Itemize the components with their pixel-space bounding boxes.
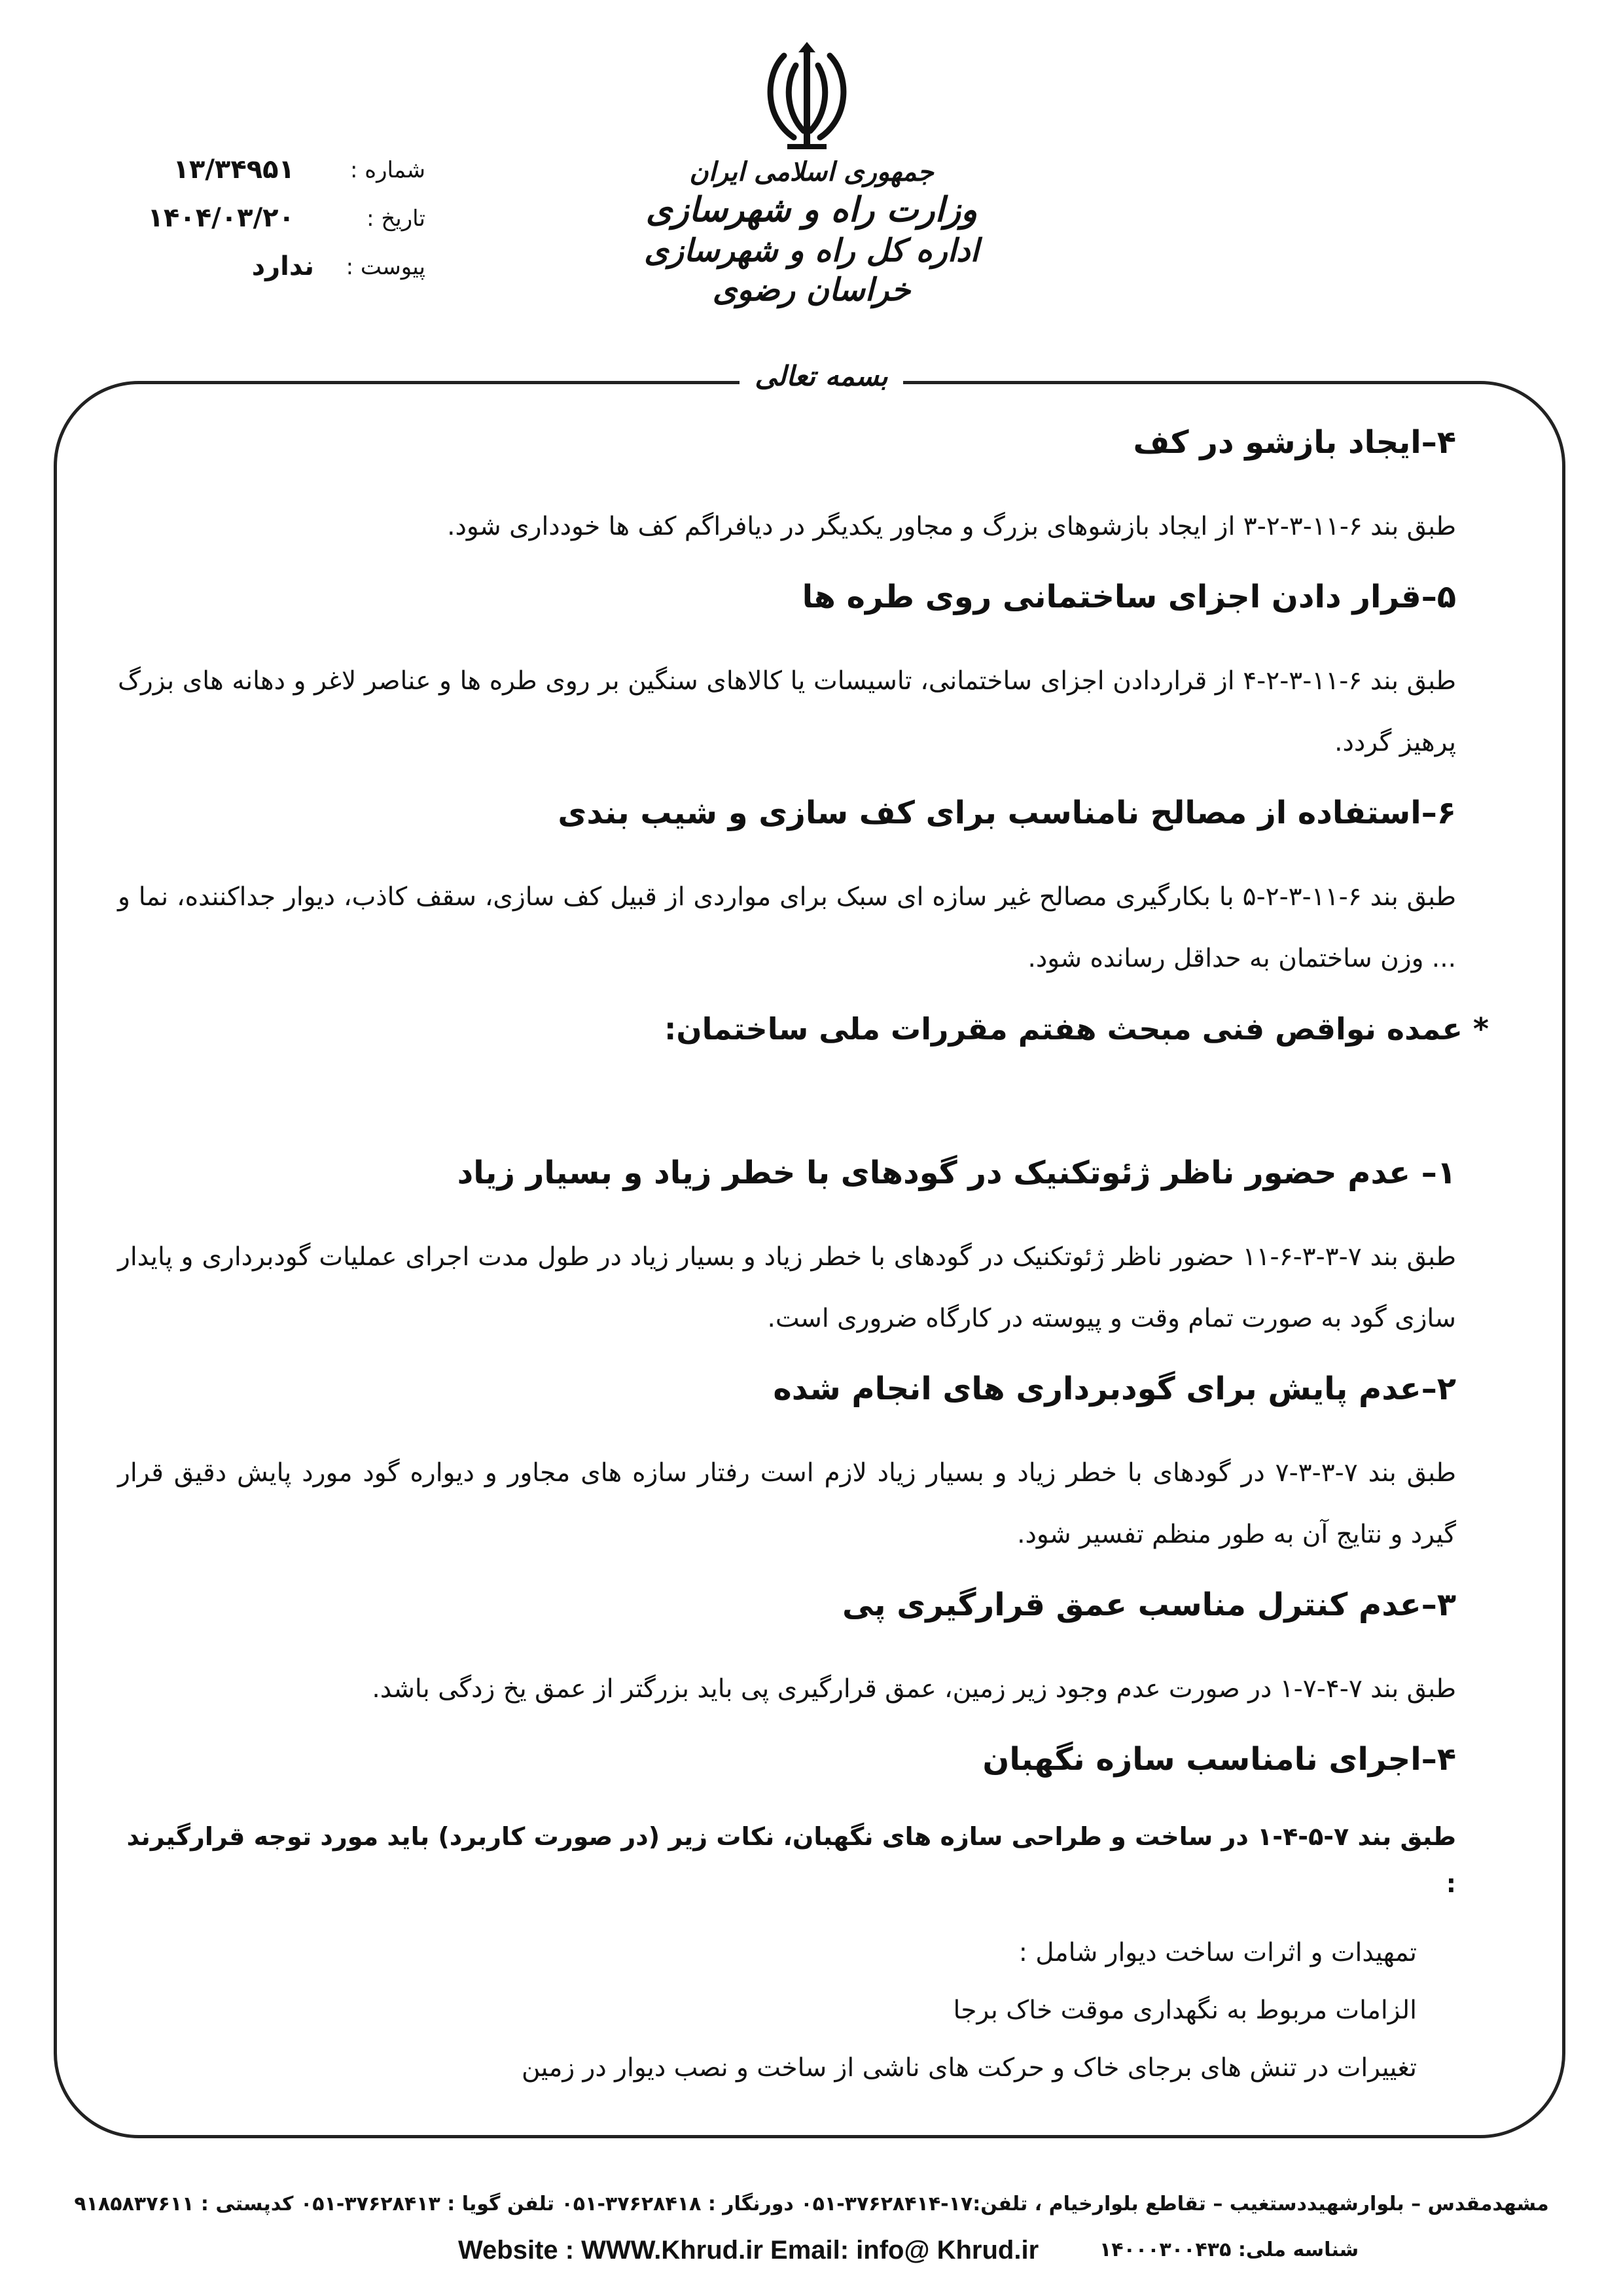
section-heading: ۱– عدم حضور ناظر ژئوتکنیک در گودهای با خطر زیاد و بسیار زیاد xyxy=(457,1155,1456,1191)
letter-attachment-row xyxy=(85,251,425,302)
section-heading: ۴–اجرای نامناسب سازه نگهبان xyxy=(982,1741,1456,1778)
section-heading: ۳–عدم کنترل مناسب عمق قرارگیری پی xyxy=(842,1587,1456,1623)
date-value: ۱۴۰۴/۰۳/۲۰ xyxy=(147,203,294,233)
basmala: بسمه تعالی xyxy=(755,360,888,392)
requirements-list xyxy=(118,1924,1456,2097)
letter-footer xyxy=(65,2185,1558,2282)
footer-website-email: Website : WWW.Khrud.ir Email: info@ Khrud.ir xyxy=(458,2236,1039,2265)
footer-address: مشهدمقدس – بلوارشهیددستغیب – تقاطع بلوارخیام ، تلفن:۱۷-۳۷۶۲۸۴۱۴-۰۵۱ دورنگار : ۳۷۶۲۸۴۱۸-۰۵۱ تلفن گویا : ۳۷۶۲۸۴۱۳-۰۵۱ کدپستی : ۹۱۸۵۸۳۷۶۱۱ xyxy=(74,2193,1549,2215)
attachment-value: ندارد xyxy=(251,251,314,281)
organization-title xyxy=(641,156,982,310)
attachment-label: پیوست : xyxy=(346,254,425,280)
number-label: شماره : xyxy=(350,157,425,183)
letter-body xyxy=(118,419,1489,2097)
footer-national-id: شناسه ملی: ۱۴۰۰۰۳۰۰۴۳۵ xyxy=(1099,2238,1359,2261)
section-heading: ۶–استفاده از مصالح نامناسب برای کف سازی و شیب بندی xyxy=(558,795,1456,831)
footer-contact xyxy=(65,2236,1558,2282)
chapter-7-heading: * عمده نواقص فنی مبحث هفتم مقررات ملی ساختمان: xyxy=(664,1011,1489,1047)
section-text: طبق بند ۷-۳-۳-۶-۱۱ حضور ناظر ژئوتکنیک در گودهای با خطر زیاد و بسیار زیاد در طول مدت اجرای عملیات گودبرداری و پایدار سازی گود به صورت تمام وقت و پیوسته در کارگاه ضروری است. xyxy=(118,1242,1456,1333)
iran-emblem-icon xyxy=(758,39,856,154)
section-text: طبق بند ۷-۴-۷-۱ در صورت عدم وجود زیر زمین، عمق قرارگیری پی باید بزرگتر از عمق یخ زدگی باشد. xyxy=(372,1674,1456,1704)
letter-date-row xyxy=(85,203,425,254)
section-text: طبق بند ۶-۱۱-۳-۲-۳ از ایجاد بازشوهای بزرگ و مجاور یکدیگر در دیافراگم کف ها خودداری شود. xyxy=(447,512,1456,541)
section-text-bold: طبق بند ۷-۵-۴-۱ در ساخت و طراحی سازه های نگهبان، نکات زیر (در صورت کاربرد) باید مورد توجه قرارگیرند : xyxy=(126,1822,1456,1898)
section-text: طبق بند ۶-۱۱-۳-۲-۴ از قراردادن اجزای ساختمانی، تاسیسات یا کالاهای سنگین بر روی طره ها و عناصر لاغر و دهانه های بزرگ پرهیز گردد. xyxy=(118,666,1456,757)
section-heading: ۴–ایجاد بازشو در کف xyxy=(1133,424,1456,461)
org-line-3: اداره کل راه و شهرسازی خراسان رضوی xyxy=(644,232,979,308)
list-item: تمهیدات و اثرات ساخت دیوار شامل : xyxy=(1018,1938,1417,1967)
list-item: الزامات مربوط به نگهداری موقت خاک برجا xyxy=(953,1996,1417,2025)
section-heading: ۵–قرار دادن اجزای ساختمانی روی طره ها xyxy=(802,579,1456,615)
letter-meta xyxy=(85,154,425,302)
number-value: ۱۳/۳۴۹۵۱ xyxy=(173,154,294,185)
date-label: تاریخ : xyxy=(366,206,425,232)
list-item: تغییرات در تنش های برجای خاک و حرکت های ناشی از ساخت و نصب دیوار در زمین xyxy=(521,2053,1417,2083)
section-heading: ۲–عدم پایش برای گودبرداری های انجام شده xyxy=(773,1371,1456,1407)
org-line-2: وزارت راه و شهرسازی xyxy=(645,190,978,230)
org-line-1: جمهوری اسلامی ایران xyxy=(689,156,934,187)
section-text: طبق بند ۷-۳-۳-۷ در گودهای با خطر زیاد و بسیار زیاد لازم است رفتار سازه های مجاور و دیواره گود مورد پایش دقیق قرار گیرد و نتایج آن به طور منظم تفسیر شود. xyxy=(118,1458,1456,1549)
letter-number-row xyxy=(85,154,425,206)
section-text: طبق بند ۶-۱۱-۳-۲-۵ با بکارگیری مصالح غیر سازه ای سبک برای مواردی از قبیل کف سازی، سقف کاذب، دیوار جداکننده، نما و ... وزن ساختمان به حداقل رسانده شود. xyxy=(118,882,1456,973)
